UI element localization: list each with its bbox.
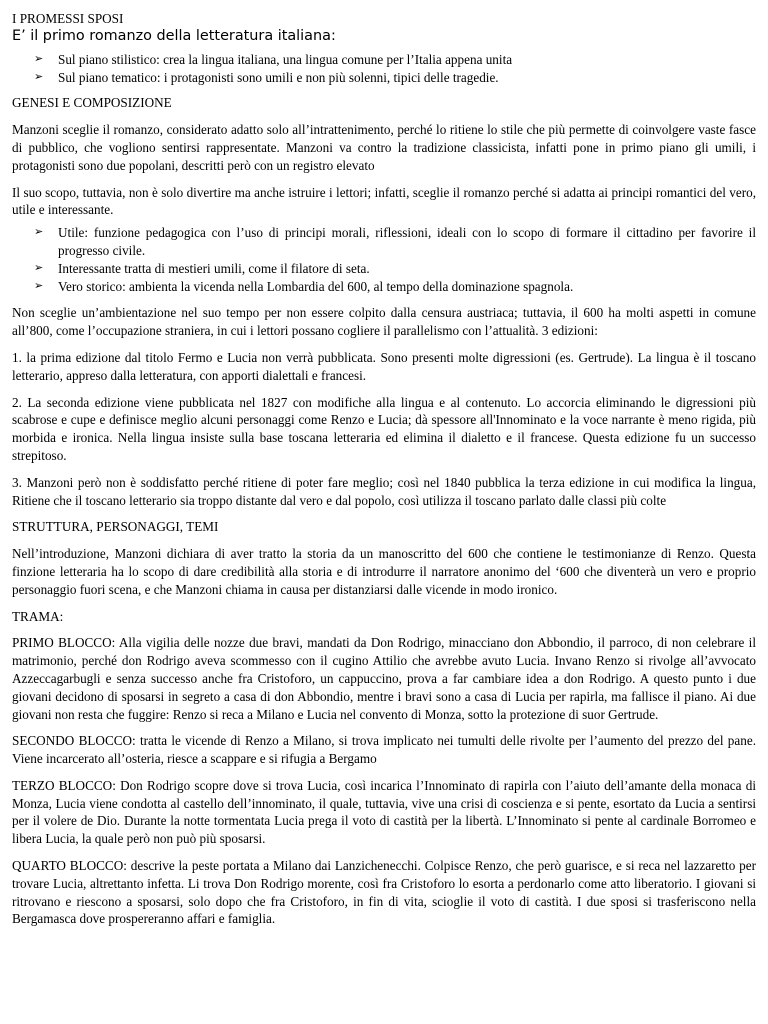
edition-3-paragraph: 3. Manzoni però non è soddisfatto perché ritiene di poter fare meglio; così nel 1840 pubblica la terza edizione in cui modifica la lingua, Ritiene che il toscano letterario sia troppo distante dal vero e dal popolo, così utilizza il toscano parlato dalle classi più colte <box>12 474 756 508</box>
genesi-paragraph-3: Non sceglie un’ambientazione nel suo tempo per non essere colpito dalla censura austriaca; tuttavia, il 600 ha molti aspetti in comune all’800, come l’occupazione straniera, in cui i lettori possano cogliere il parallelismo con l’attualità. 3 edizioni: <box>12 305 756 339</box>
document-title: I PROMESSI SPOSI <box>12 11 124 26</box>
section-heading-genesi: GENESI E COMPOSIZIONE <box>12 95 172 111</box>
genesi-paragraph-2: Il suo scopo, tuttavia, non è solo divertire ma anche istruire i lettori; infatti, sceglie il romanzo perché si adatta ai principi romantici del vero, utile e interessante. <box>12 184 756 218</box>
plot-block-1-paragraph: PRIMO BLOCCO: Alla vigilia delle nozze due bravi, mandati da Don Rodrigo, minacciano don Abbondio, il parroco, di non celebrare il matrimonio, perché don Rodrigo aveva scommesso con il cugino Attilio che avrebbe avuto Lucia. Invano Renzo si rivolge all’avvocato Azzeccagarbugli e senza successo anche fra Cristoforo, un cappuccino, prova a far cambiare idea a don Rodrigo. A questo punto i due giovani decidono di sposarsi in segreto a casa di don Abbondio, mentre i bravi sono a casa di Lucia per rapirla, ma fallisce il piano. Ai due giovani non resta che fuggire: Renzo si reca a Milano e Lucia nel convento di Monza, sotto la protezione di suor Gertrude. <box>12 635 756 722</box>
edition-2-paragraph: 2. La seconda edizione viene pubblicata nel 1827 con modifiche alla lingua e al contenuto. Lo accorcia eliminando le digressioni più scabrose e cupe e definisce meglio alcuni personaggi come Renzo e Lucia; dà spessore all'Innominato e la voce narrante è meno rigida, più morbida e ironica. Nella lingua insiste sulla base toscana letteraria ed elimina il dialetto e il francese. Questa edizione fu un successo strepitoso. <box>12 394 756 463</box>
section-heading-struttura: STRUTTURA, PERSONAGGI, TEMI <box>12 519 219 535</box>
struttura-paragraph: Nell’introduzione, Manzoni dichiara di aver tratto la storia da un manoscritto del 600 che contiene le testimonianze di Renzo. Questa finzione letteraria ha lo scopo di dare credibilità alla storia e di introdurre il narratore anonimo del ‘600 che diventerà un vero e proprio personaggio fuori scena, e che Manzoni chiama in causa per distanziarsi dalle vicende in modo ironico. <box>12 546 756 597</box>
genesi-list <box>12 224 756 295</box>
list-item <box>34 278 756 296</box>
list-item-text: Sul piano stilistico: crea la lingua italiana, una lingua comune per l’Italia appena unita <box>58 51 513 67</box>
list-item-text: Interessante tratta di mestieri umili, come il filatore di seta. <box>58 260 370 276</box>
list-item <box>34 51 756 69</box>
arrowhead-bullet-icon: ➢ <box>34 52 44 65</box>
plot-block-2-paragraph: SECONDO BLOCCO: tratta le vicende di Renzo a Milano, si trova implicato nei tumulti delle rivolte per l’aumento del prezzo del pane. Viene incarcerato all’osteria, riesce a scappare e si rifugia a Bergamo <box>12 733 756 767</box>
document-subtitle: E’ il primo romanzo della letteratura italiana: <box>12 27 336 44</box>
list-item <box>34 224 756 260</box>
arrowhead-bullet-icon: ➢ <box>34 279 44 292</box>
plot-block-3-paragraph: TERZO BLOCCO: Don Rodrigo scopre dove si trova Lucia, così incarica l’Innominato di rapirla con l’aiuto dell’amante della monaca di Monza, Lucia viene condotta al castello dell’innominato, il quale, tuttavia, vive una crisi di coscienza e si pente, esortato da Lucia a sentirsi per il volere de Dio. Durante la notte tormentata Lucia prega il voto di castità per la libertà. L’Innominato si pente al cardinale Borromeo e libera Lucia, la quale però non può più sposarsi. <box>12 777 756 847</box>
list-item <box>34 260 756 278</box>
edition-1-paragraph: 1. la prima edizione dal titolo Fermo e Lucia non verrà pubblicata. Sono presenti molte digressioni (es. Gertrude). La lingua è il toscano letterario, appreso dalla letteratura, con apporti dialettali e francesi. <box>12 349 756 383</box>
list-item-text: Sul piano tematico: i protagonisti sono umili e non più solenni, tipici delle tragedie. <box>58 69 499 85</box>
genesi-paragraph-1: Manzoni sceglie il romanzo, considerato adatto solo all’intrattenimento, perché lo ritiene lo stile che più permette di coinvolgere vaste fasce di pubblico, che vogliono sentirsi rappresentate. Manzoni va contro la tradizione classicista, infatti pone in primo piano gli umili, i protagonisti sono due popolani, descritti però con un registro elevato <box>12 122 756 173</box>
section-heading-trama: TRAMA: <box>12 608 64 624</box>
arrowhead-bullet-icon: ➢ <box>34 261 44 274</box>
intro-list <box>12 51 756 87</box>
list-item <box>34 69 756 87</box>
list-item-text: Vero storico: ambienta la vicenda nella Lombardia del 600, al tempo della dominazione spagnola. <box>58 278 574 294</box>
arrowhead-bullet-icon: ➢ <box>34 226 44 239</box>
plot-block-4-paragraph: QUARTO BLOCCO: descrive la peste portata a Milano dai Lanzichenecchi. Colpisce Renzo, che però guarisce, e si reca nel lazzaretto per trovare Lucia, altrettanto infetta. Li trova Don Rodrigo morente, così fra Cristoforo lo esorta a perdonarlo come atto liberatorio. I giovani si ritrovano e riescono a sposarsi, solo dopo che fra Cristoforo, in fin di vita, scioglie il voto di castità. I due sposi si trasferiscono nella Bergamasca dove prospereranno affari e famiglia. <box>12 858 756 927</box>
arrowhead-bullet-icon: ➢ <box>34 70 44 83</box>
list-item-text: Utile: funzione pedagogica con l’uso di principi morali, riflessioni, ideali con lo scopo di formare il cittadino per favorire il progresso civile. <box>58 225 756 258</box>
